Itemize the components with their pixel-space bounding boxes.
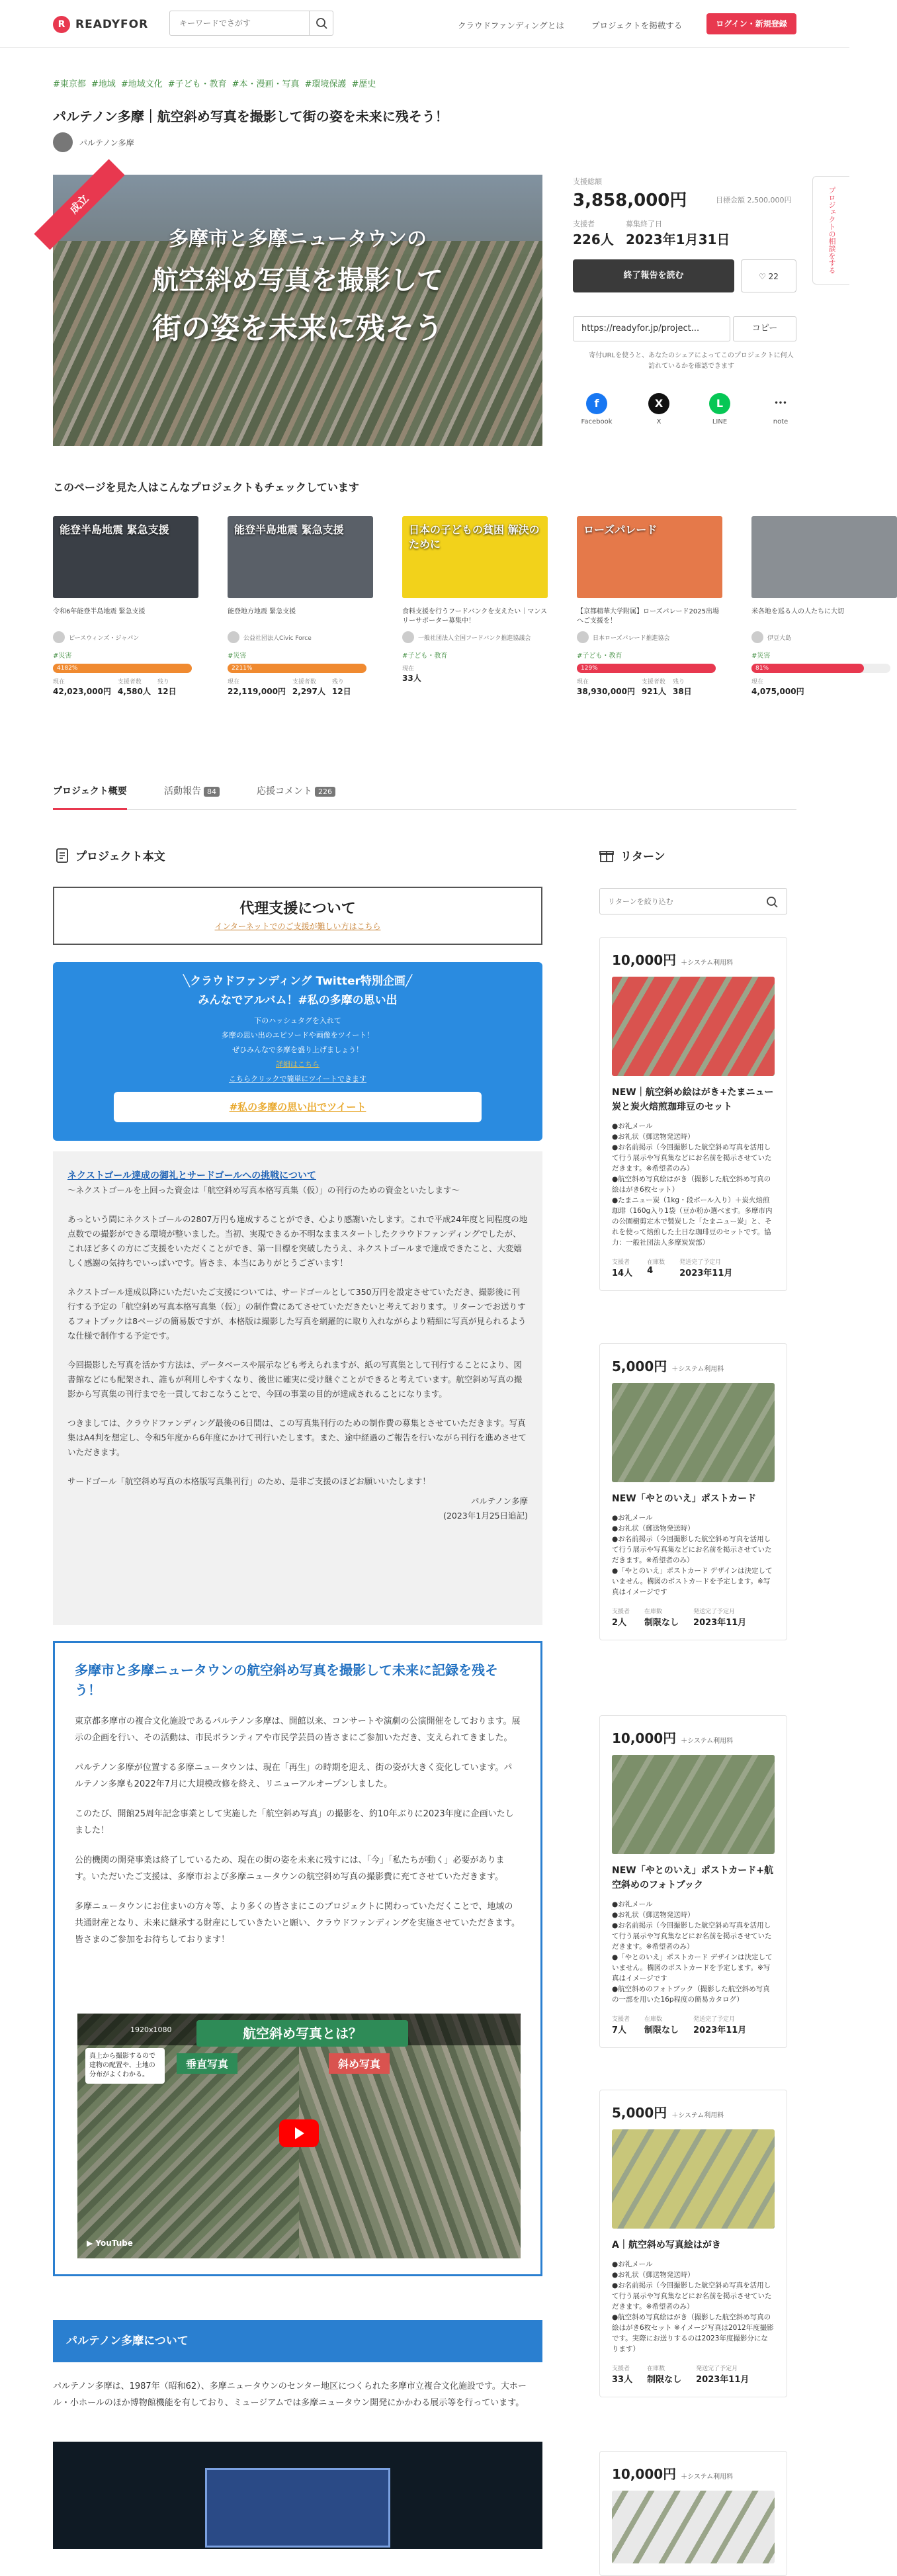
video-resolution: 1920x1080 <box>130 2025 172 2034</box>
signature: パルテノン多摩 <box>470 1496 528 1506</box>
card-image-text: 日本の子どもの貧困 解決のために <box>409 523 540 551</box>
card-stat: 現在 38,930,000円 <box>577 679 635 696</box>
play-button[interactable] <box>279 2119 319 2147</box>
card-progress <box>577 664 716 673</box>
return-stat: 支援者 14人 <box>612 1259 633 1278</box>
return-card[interactable] <box>599 2090 787 2397</box>
hero-line-3: 街の姿を未来に残そう <box>152 312 443 345</box>
card-stat: 現在 42,023,000円 <box>53 679 111 696</box>
return-detail-line: ●お名前掲示（今回撮影した航空斜め写真を活用して行う展示や写真集などにお名前を掲示させていただきます。※希望者のみ） <box>612 1535 772 1564</box>
recommend-title: このページを見た人はこんなプロジェクトもチェックしています <box>53 481 359 494</box>
return-details <box>612 1513 775 1597</box>
recommend-card[interactable] <box>228 516 373 696</box>
project-tabs <box>53 779 796 810</box>
project-owner[interactable] <box>53 132 134 152</box>
header-search <box>169 11 333 36</box>
return-stats <box>612 2364 775 2385</box>
heart-icon: ♡ <box>759 272 766 281</box>
return-detail-line: ●お礼状（郵送物発送時） <box>612 1911 695 1919</box>
return-stat: 支援者 7人 <box>612 2016 630 2035</box>
line-icon: L <box>709 393 730 414</box>
card-title: 【京都精華大学附属】ローズパレード2025出場へご支援を！ <box>577 608 719 625</box>
intro-p4: 公的機関の開発事業は終了しているため、現在の街の姿を未来に残すには、「今」「私たちが動く」必要があります。いただいたご支援は、多摩市および多摩ニュータウンの航空斜め写真の撮影費に充てさせていただきます。 <box>75 1855 505 1882</box>
return-title: NEW｜航空斜め絵はがき+たまニュー炭と炭火焙煎珈琲豆のセット <box>612 1087 774 1112</box>
card-title: 能登地方地震 緊急支援 <box>228 608 296 615</box>
return-image <box>612 2491 775 2563</box>
hall-photo <box>53 2442 542 2549</box>
card-stats <box>577 677 722 697</box>
next-goal-p1: あっという間にネクストゴールの2807万円も達成することができ、心より感謝いたします。これで平成24年度と同程度の地点数での撮影ができる環境が整いました。当初、実現できるか不明なままスタートしたクラウドファンディングでしたが、これほど多くの方にご支援をいただくことができ、第一目標を突破したうえ、ネクストゴールまで達成できたこと、大変嬉しく感謝の気持ちでいっぱいです。皆さま、本当にありがとうございます！ <box>67 1214 528 1268</box>
card-progress-fill: 81% <box>751 664 864 673</box>
share-url-field[interactable]: https://readyfor.jp/project... <box>573 316 730 341</box>
return-card[interactable] <box>599 937 787 1291</box>
tag-link[interactable]: #子ども・教育 <box>167 79 227 89</box>
tab-count-badge: 226 <box>315 787 335 797</box>
returns-search-input[interactable] <box>600 889 759 914</box>
return-detail-line: ●お礼状（郵送物発送時） <box>612 1133 695 1141</box>
return-detail-line: ●航空斜め写真絵はがき（撮影した航空斜め写真の絵はがき6枚セット ※イメージ写真は2012年度撮影です。実際にお送りするのは2023年度撮影分になります） <box>612 2313 774 2353</box>
org-avatar <box>402 631 414 643</box>
document-icon <box>56 848 69 863</box>
card-title: 食料支援を行うフードバンクを支えたい｜マンスリーサポーター募集中！ <box>402 608 547 625</box>
card-stats <box>751 677 849 697</box>
card-stat: 支援者数 2,297人 <box>292 679 325 696</box>
favorite-button[interactable] <box>741 259 796 292</box>
twitter-campaign-banner: ╲クラウドファンディング Twitter特別企画╱ みんなでアルバム！#私の多摩の思い出 下のハッシュタグを入れて 多摩の思い出のエピソードや画像をツイート！ ぜひみんなで多摩を盛り上げましょう！ 詳細はこちら こちらクリックで簡単にツイートできます #私の多摩の思い出でツイート <box>53 962 542 1141</box>
tag-link[interactable]: #地域文化 <box>120 79 163 89</box>
tab-comments[interactable]: 応援コメント 226 <box>257 779 335 810</box>
intro-heading: 多摩市と多摩ニュータウンの航空斜め写真を撮影して未来に記録を残そう！ <box>75 1662 498 1698</box>
tag-link[interactable]: #歴史 <box>351 79 376 89</box>
recommend-card[interactable] <box>53 516 198 696</box>
signature-date: (2023年1月25日追記) <box>443 1511 528 1521</box>
returns-search <box>599 888 787 914</box>
return-stat: 在庫数 制限なし <box>644 1609 679 1628</box>
youtube-logo[interactable]: ▶ YouTube <box>87 2239 133 2248</box>
return-price: 10,000円 ＋システム利用料 <box>612 2466 734 2482</box>
success-ribbon: 成立 <box>34 159 124 249</box>
next-goal-section <box>53 1151 542 1625</box>
recommend-card[interactable] <box>402 516 548 688</box>
return-stat: 支援者 33人 <box>612 2366 633 2385</box>
intro-p1: 東京都多摩市の複合文化施設であるパルテノン多摩は、開館以来、コンサートや演劇の公演開催をしております。展示の企画を行い、その活動は、市民ボランティアや市民学芸員の皆さまにご参加いただき、支えられてきました。 <box>75 1716 521 1743</box>
video-title: 航空斜め写真とは？ <box>196 2020 408 2047</box>
return-price: 5,000円 ＋システム利用料 <box>612 2105 724 2121</box>
card-stats <box>402 664 548 684</box>
card-progress-fill: 2211% <box>228 664 366 673</box>
card-image-text: ローズパレード <box>583 523 658 536</box>
card-progress <box>228 664 366 673</box>
nav-start-project[interactable]: プロジェクトを掲載する <box>591 21 683 30</box>
return-stats <box>612 1607 775 1628</box>
return-detail-line: ●お礼メール <box>612 2260 653 2268</box>
hero-line-2: 航空斜め写真を撮影して <box>152 265 443 296</box>
return-details <box>612 1899 775 2005</box>
note-icon: ••• <box>770 393 791 414</box>
x-icon: X <box>648 393 669 414</box>
card-stat: 残り 38日 <box>672 679 692 696</box>
return-stats <box>612 1257 775 1278</box>
return-stat: 発送完了予定月 2023年11月 <box>696 2366 749 2385</box>
return-detail-line: ●たまニュー炭（1kg・段ボール入り）＋炭火焙煎珈琲（160g入り1袋（豆か粉か選べます。多摩市内の公園樹剪定木で製炭した「たまニュー炭」と、それを使って焙煎した土日な珈琲豆のセットです。協力：一般社団法人多摩炭炭部） <box>612 1196 773 1247</box>
card-image <box>53 516 198 598</box>
card-title: 米各地を巡る人の人たちに大切 <box>751 608 844 615</box>
search-icon[interactable] <box>760 890 784 914</box>
card-progress-fill: 4182% <box>53 664 192 673</box>
return-image <box>612 977 775 1076</box>
return-detail-line: ●お礼メール <box>612 1514 653 1522</box>
card-stats <box>228 677 373 697</box>
consult-side-tab[interactable]: プロジェクトの相談をする <box>812 176 849 285</box>
return-price: 10,000円 ＋システム利用料 <box>612 1730 734 1746</box>
video-right-label: 斜め写真 <box>329 2053 390 2074</box>
returns-heading: リターン <box>599 847 665 864</box>
next-goal-p2: ネクストゴール達成以降にいただいたご支援については、サードゴールとして350万円を設定させていただき、撮影後に刊行する予定の「航空斜め写真本格写真集（仮）」の制作費にあてさせていただきたいと考えております。リターンでお送りするフォトブックは8ページの簡易版ですが、本格版は撮影した写真を網羅的に取り入れながらより精細に写真が見られるような仕様で制作する予定です。 <box>67 1287 527 1341</box>
proxy-title: 代理支援について <box>239 901 356 917</box>
card-stat: 残り 12日 <box>331 679 351 696</box>
owner-avatar <box>53 132 73 152</box>
proxy-link[interactable]: インターネットでのご支援が難しい方はこちら <box>214 922 381 931</box>
share-label: Facebook <box>581 418 613 425</box>
card-stat: 現在 4,075,000円 <box>751 679 804 696</box>
site-header <box>0 0 849 48</box>
card-org: ピースウィンズ・ジャパン <box>53 631 198 643</box>
copy-button[interactable]: コピー <box>733 316 796 341</box>
return-stat: 発送完了予定月 2023年11月 <box>679 1259 733 1278</box>
return-detail-line: ●お礼メール <box>612 1122 653 1130</box>
video-left-label: 垂直写真 <box>177 2053 237 2074</box>
return-stat: 発送完了予定月 2023年11月 <box>693 1609 747 1628</box>
return-image <box>612 2129 775 2229</box>
project-body-heading: プロジェクト本文 <box>56 847 165 864</box>
card-org: 日本ローズパレード推進協会 <box>577 631 722 643</box>
return-detail-line: ●お名前掲示（今回撮影した航空斜め写真を活用して行う展示や写真集などにお名前を掲示させていただきます。※希望者のみ） <box>612 1143 772 1173</box>
card-category[interactable]: #子ども・教育 <box>577 652 622 660</box>
return-stat: 在庫数 4 <box>647 1259 665 1276</box>
play-icon <box>279 2119 319 2147</box>
return-stats <box>612 2014 775 2035</box>
tag-link[interactable]: #環境保護 <box>304 79 347 89</box>
about-heading: パルテノン多摩について <box>53 2320 542 2362</box>
return-detail-line: ●航空斜め写真絵はがき（撮影した航空斜め写真の絵はがき6枚セット） <box>612 1175 771 1194</box>
recommend-card[interactable] <box>751 516 849 696</box>
return-price: 10,000円 ＋システム利用料 <box>612 952 734 968</box>
org-avatar <box>53 631 65 643</box>
card-category[interactable]: #災害 <box>228 652 247 660</box>
card-category[interactable]: #災害 <box>53 652 72 660</box>
end-date: 2023年1月31日 <box>626 232 730 247</box>
intro-p3: このたび、開館25周年記念事業として実施した「航空斜め写真」の撮影を、約10年ぶりに2023年度に企画いたしました！ <box>75 1809 514 1836</box>
share-note-button[interactable] <box>761 393 800 425</box>
tag-link[interactable]: #地域 <box>91 79 116 89</box>
proxy-support-box[interactable] <box>53 887 542 945</box>
tweet-hashtag-button[interactable]: #私の多摩の思い出でツイート <box>114 1092 482 1122</box>
logo-mark-icon: R <box>53 16 70 33</box>
return-detail-line: ●航空斜めのフォトブック（撮影した航空斜め写真の一部を用いた16p程度の簡易カタログ） <box>612 1985 770 2004</box>
card-stat: 現在 22,119,000円 <box>228 679 286 696</box>
return-stat: 発送完了予定月 2023年11月 <box>693 2016 747 2035</box>
backers-label: 支援者 <box>573 220 595 228</box>
next-goal-sub: 〜ネクストゴールを上回った資金は「航空斜め写真本格写真集（仮）」の刊行のための資金といたします〜 <box>67 1185 460 1195</box>
search-icon <box>310 11 333 35</box>
card-image-text: 能登半島地震 緊急支援 <box>234 523 344 536</box>
nav-about-crowdfunding[interactable]: クラウドファンディングとは <box>458 21 564 30</box>
card-category[interactable]: #災害 <box>751 652 771 660</box>
project-tags <box>53 77 381 89</box>
return-title: NEW「やとのいえ」ポストカード <box>612 1493 757 1504</box>
return-card[interactable] <box>599 1715 787 2048</box>
login-signup-button[interactable]: ログイン・新規登録 <box>706 13 796 34</box>
backers-count: 226人 <box>573 232 614 247</box>
return-title: NEW「やとのいえ」ポストカード+航空斜めのフォトブック <box>612 1865 774 1890</box>
card-category[interactable]: #子ども・教育 <box>402 652 448 660</box>
project-title: パルテノン多摩｜航空斜め写真を撮影して街の姿を未来に残そう！ <box>53 109 448 124</box>
card-stats <box>53 677 198 697</box>
search-button[interactable] <box>309 11 333 35</box>
card-org: 伊豆大島 <box>751 631 849 643</box>
return-title: A｜航空斜め写真絵はがき <box>612 2240 721 2250</box>
card-progress-fill: 129% <box>577 664 716 673</box>
intro-section <box>53 1641 542 2276</box>
return-detail-line: ●「やとのいえ」ポストカード デザインは決定していません。構図のポストカードを予定します。※写真はイメージです <box>612 1953 773 1982</box>
tab-overview[interactable]: プロジェクト概要 <box>53 779 127 810</box>
card-progress <box>751 664 890 673</box>
twitter-detail-link[interactable]: 詳細はこちら <box>276 1060 320 1069</box>
tab-reports[interactable]: 活動報告 84 <box>164 779 220 810</box>
return-details <box>612 1121 775 1248</box>
return-image <box>612 1383 775 1482</box>
return-price: 5,000円 ＋システム利用料 <box>612 1358 724 1374</box>
next-goal-p3: 今回撮影した写真を活かす方法は、データベースや展示なども考えられますが、紙の写真集として刊行することにより、図書館などにも配架され、誰もが利用しやすくなり、後世に確実に受け継ぐことができると考えています。航空斜め写真の撮影から写真集の刊行までを一貫しておこなうことで、今回の事業の目的が達成されることになります。 <box>67 1360 523 1399</box>
intro-p2: パルテノン多摩が位置する多摩ニュータウンは、現在「再生」の時期を迎え、街の姿が大きく変化しています。パルテノン多摩も2022年7月に大規模改修を終え、リニューアルオープンしました。 <box>75 1763 513 1789</box>
intro-p5: 多摩ニュータウンにお住まいの方々等、より多くの皆さまにこのプロジェクトに関わっていただくことで、地域の共通財産となり、未来に継承する財産にしていきたいと願い、クラウドファンディングを実施させていただきます。皆さまのご参加をお待ちしております！ <box>75 1902 521 1945</box>
card-org: 一般社団法人全国フードバンク推進協議会 <box>402 631 548 643</box>
hero-image <box>53 175 542 446</box>
raised-label: 支援総額 <box>573 177 602 186</box>
tag-link[interactable]: #本・漫画・写真 <box>232 79 300 89</box>
card-image <box>751 516 897 598</box>
header-search-input[interactable] <box>170 11 309 35</box>
return-image <box>612 1755 775 1854</box>
card-stat: 支援者数 4,580人 <box>117 679 151 696</box>
card-org: 公益社団法人Civic Force <box>228 631 373 643</box>
owner-name: パルテノン多摩 <box>79 138 134 148</box>
org-avatar <box>751 631 763 643</box>
org-avatar <box>228 631 239 643</box>
video-note: 真上から撮影するので建物の配置や、土地の分布がよくわかる。 <box>85 2048 165 2084</box>
share-label: X <box>656 418 662 425</box>
next-goal-p5: サードゴール「航空斜め写真の本格版写真集刊行」のため、是非ご支援のほどお願いいたします！ <box>67 1476 431 1486</box>
return-details <box>612 2259 775 2354</box>
return-stat: 在庫数 制限なし <box>647 2366 682 2385</box>
return-stat: 在庫数 制限なし <box>644 2016 679 2035</box>
return-stat: 支援者 2人 <box>612 1609 630 1628</box>
share-note: 寄付URLを使うと、あなたのシェアによってこのプロジェクトに何人訪れているかを確認できます <box>589 352 794 370</box>
raised-amount: 3,858,000円 <box>573 191 687 210</box>
card-image-text: 能登半島地震 緊急支援 <box>60 523 169 536</box>
return-detail-line: ●お礼メール <box>612 1900 653 1908</box>
card-image <box>228 516 373 598</box>
logo-text: READYFOR <box>75 18 149 31</box>
about-text: パルテノン多摩は、1987年（昭和62）、多摩ニュータウンのセンター地区につくられた多摩市立複合文化施設です。大ホール・小ホールのほか博物館機能を有しており、ミュージアムでは多摩ニュータウン開発にかかわる展示等を行っています。 <box>53 2381 527 2408</box>
tab-count-badge: 84 <box>204 787 220 797</box>
share-label: note <box>773 418 789 425</box>
return-card[interactable] <box>599 2451 787 2576</box>
card-stat: 支援者数 921人 <box>641 679 666 696</box>
share-line-button[interactable] <box>700 393 740 425</box>
recommend-card[interactable] <box>577 516 722 696</box>
card-stat: 残り 12日 <box>157 679 177 696</box>
read-report-button[interactable]: 終了報告を読む <box>573 259 734 292</box>
card-image <box>577 516 722 598</box>
hero-line-1: 多摩市と多摩ニュータウンの <box>169 228 427 251</box>
end-date-label: 募集終了日 <box>626 220 662 228</box>
gift-icon <box>599 848 614 863</box>
next-goal-heading[interactable]: ネクストゴール達成の御礼とサードゴールへの挑戦について <box>67 1171 316 1181</box>
share-x-button[interactable] <box>639 393 679 425</box>
org-avatar <box>577 631 589 643</box>
tag-link[interactable]: #東京都 <box>53 79 86 89</box>
card-stat: 現在 33人 <box>402 666 421 683</box>
return-detail-line: ●お名前掲示（今回撮影した航空斜め写真を活用して行う展示や写真集などにお名前を掲示させていただきます。※希望者のみ） <box>612 1922 772 1951</box>
next-goal-p4: つきましては、クラウドファンディング最後の6日間は、この写真集刊行のための制作費の募集とさせていただきます。写真集はA4判を想定し、令和5年度から6年度にかけて刊行いたします。また、途中経過のご報告を行いながら刊行を進めさせていただきます。 <box>67 1418 527 1457</box>
favorite-count: 22 <box>768 272 779 281</box>
return-detail-line: ●お名前掲示（今回撮影した航空斜め写真を活用して行う展示や写真集などにお名前を掲示させていただきます。※希望者のみ） <box>612 2282 772 2311</box>
share-label: LINE <box>712 418 728 425</box>
facebook-icon: f <box>586 393 607 414</box>
tweet-easy-link[interactable]: こちらクリックで簡単にツイートできます <box>228 1075 366 1083</box>
goal-amount: 目標金額 2,500,000円 <box>716 196 792 204</box>
return-detail-line: ●お礼状（郵送物発送時） <box>612 1525 695 1532</box>
return-detail-line: ●お礼状（郵送物発送時） <box>612 2271 695 2279</box>
card-title: 令和6年能登半島地震 緊急支援 <box>53 608 146 615</box>
return-detail-line: ●「やとのいえ」ポストカード デザインは決定していません。構図のポストカードを予定します。※写真はイメージです <box>612 1567 773 1596</box>
twitter-heading-2: みんなでアルバム！#私の多摩の思い出 <box>198 994 398 1007</box>
twitter-heading-1: ╲クラウドファンディング Twitter特別企画╱ <box>183 975 413 988</box>
return-card[interactable] <box>599 1343 787 1640</box>
card-image <box>402 516 548 598</box>
readyfor-logo[interactable] <box>53 16 148 33</box>
card-progress <box>53 664 192 673</box>
share-facebook-button[interactable] <box>577 393 617 425</box>
youtube-video[interactable] <box>77 2014 521 2258</box>
